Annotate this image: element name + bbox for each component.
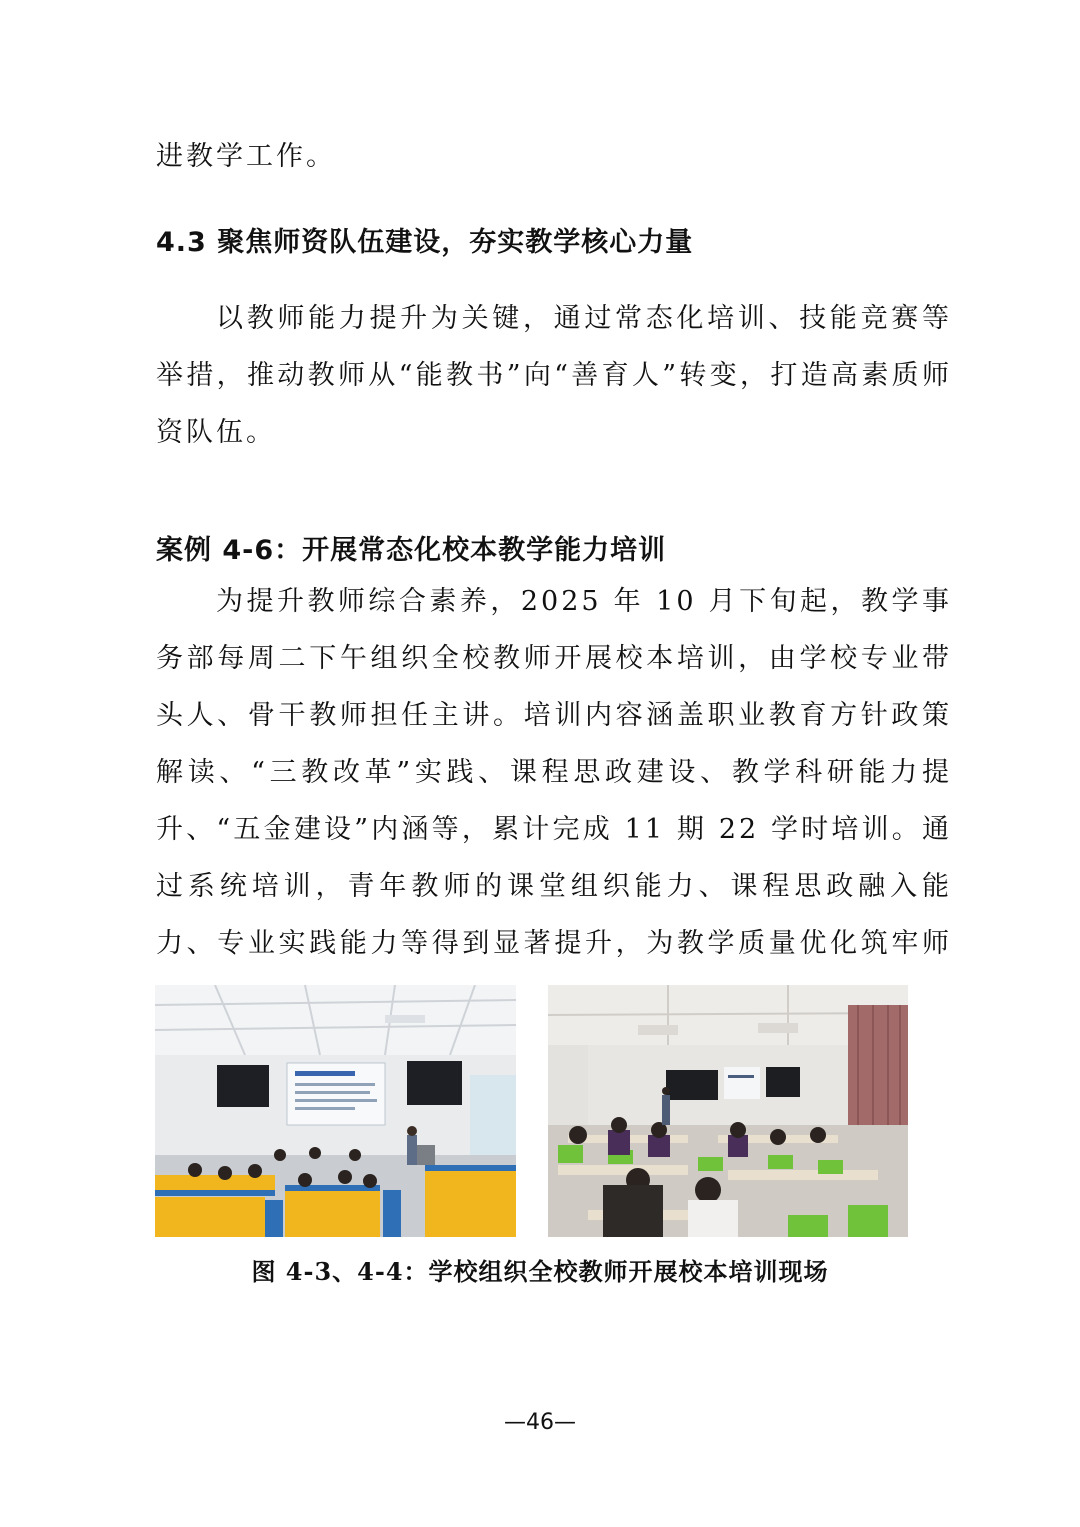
page-number: —46— bbox=[504, 1410, 576, 1435]
case-heading: 案例 4-6：开展常态化校本教学能力培训 bbox=[156, 535, 667, 566]
case-body-paragraph: 为提升教师综合素养，2025 年 10 月下旬起，教学事务部每周二下午组织全校教师开展校本培训，由学校专业带头人、骨干教师担任主讲。培训内容涵盖职业教育方针政策解读、“三教改革”实践、课程思政建设、教学科研能力提升、“五金建设”内涵等，累计完成 11 期 22 学时培训。通过系统培训，青年教师的课堂组织能力、课程思政融入能力、专业实践能力等得到显著提升，为教学质量优化筑牢师 bbox=[156, 586, 952, 959]
carry-over-paragraph: 进教学工作。 bbox=[156, 141, 336, 172]
section-intro-paragraph: 以教师能力提升为关键，通过常态化培训、技能竞赛等举措，推动教师从“能教书”向“善育人”转变，打造高素质师资队伍。 bbox=[156, 303, 952, 448]
figure-caption: 图 4-3、4-4：学校组织全校教师开展校本培训现场 bbox=[251, 1257, 829, 1286]
training-photo-classroom bbox=[548, 985, 908, 1237]
lecture-hall-image bbox=[155, 985, 516, 1237]
classroom-image bbox=[548, 985, 908, 1237]
section-heading: 4.3 聚焦师资队伍建设，夯实教学核心力量 bbox=[156, 227, 694, 258]
training-photo-lecture-hall bbox=[155, 985, 516, 1237]
